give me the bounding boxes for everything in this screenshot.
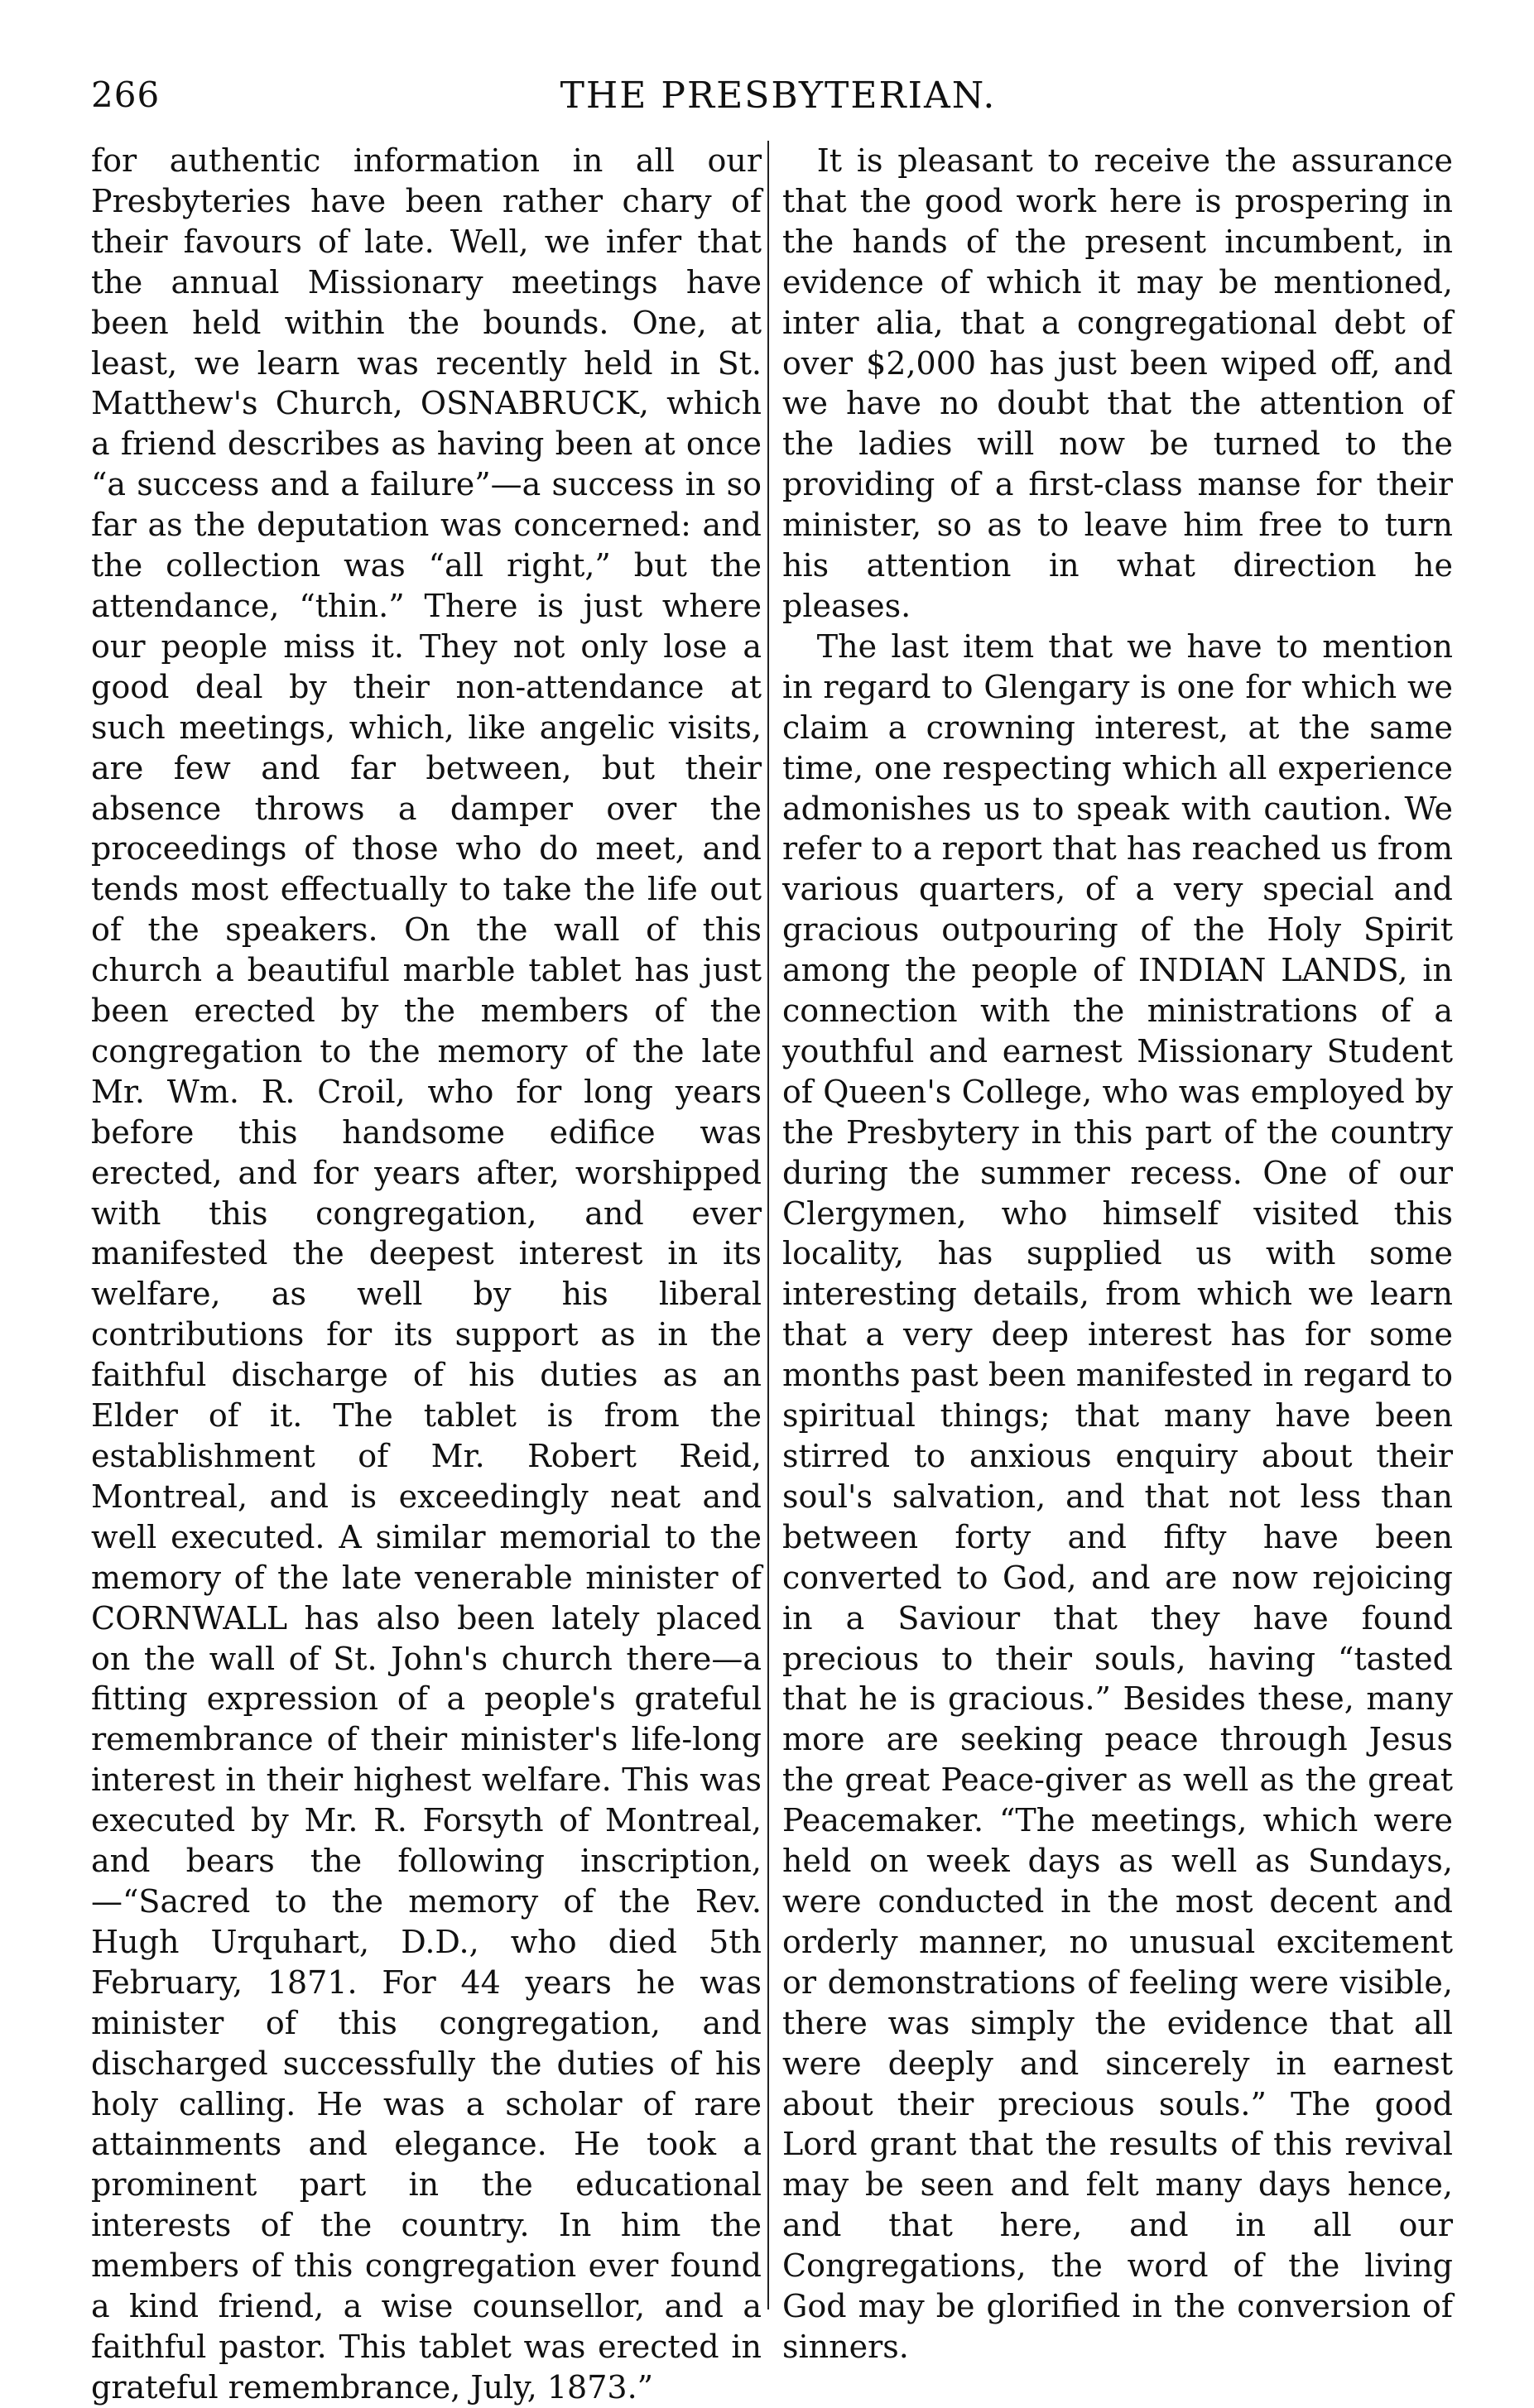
right-column [782,141,1453,2365]
left-column [91,141,762,2406]
running-title: THE PRESBYTERIAN. [560,74,997,117]
column-divider [767,141,769,2309]
right-paragraph-2: The last item that we have to mention in regard to Glengary is one for which we claim a crowning interest, at the same time, one respecting which all experience admonishes us to speak with caution. We refer to a report that has reached us from various quarters, of a very special and gracious outpouring of the Holy Spirit among the people of INDIAN LANDS, in connection with the ministrations of a youthful and earnest Missionary Student of Queen's College, who was employed by the Presbytery in this part of the country during the summer recess. One of our Clergymen, who himself visited this locality, has supplied us with some interesting details, from which we learn that a very deep interest has for some months past been manifested in regard to spiritual things; that many have been stirred to anxious enquiry about their soul's salvation, and that not less than between forty and fifty have been converted to God, and are now rejoicing in a Saviour that they have found precious to their souls, having “tasted that he is gracious.” Besides these, many more are seeking peace through Jesus the great Peace-giver as well as the great Peacemaker. “The meetings, which were held on week days as well as Sundays, were conducted in the most decent and orderly manner, no unusual excitement or demonstrations of feeling were visible, there was simply the evidence that all were deeply and sincerely in earnest about their precious souls.” The good Lord grant that the results of this revival may be seen and felt many days hence, and that here, and in all our Congregations, the word of the living God may be glorified in the conversion of sinners. [782,627,1453,2365]
right-paragraph-1: It is pleasant to receive the assurance that the good work here is prospering in the hands of the present incumbent, in evidence of which it may be mentioned, inter alia, that a congregational debt of over $2,000 has just been wiped off, and we have no doubt that the attention of the ladies will now be turned to the providing of a first-class manse for their minister, so as to leave him free to turn his attention in what direction he pleases. [782,142,1453,624]
page-header [91,74,1465,124]
left-paragraph-1: for authentic information in all our Presbyteries have been rather chary of their favours of late. Well, we infer that the annual Missionary meetings have been held within the bounds. One, at least, we learn was recently held in St. Matthew's Church, OSNABRUCK, which a friend describes as having been at once “a success and a failure”—a success in so far as the deputation was concerned: and the collection was “all right,” but the attendance, “thin.” There is just where our people miss it. They not only lose a good deal by their non-attendance at such meetings, which, like angelic visits, are few and far between, but their absence throws a damper over the proceedings of those who do meet, and tends most effectually to take the life out of the speakers. On the wall of this church a beautiful marble tablet has just been erected by the members of the congregation to the memory of the late Mr. Wm. R. Croil, who for long years before this handsome edifice was erected, and for years after, worshipped with this congregation, and ever manifested the deepest interest in its welfare, as well by his liberal contributions for its support as in the faithful discharge of his duties as an Elder of it. The tablet is from the establishment of Mr. Robert Reid, Montreal, and is exceedingly neat and well executed. A similar memorial to the memory of the late venerable minister of CORNWALL has also been lately placed on the wall of St. John's church there—a fitting expression of a people's grateful remembrance of their minister's life-long interest in their highest welfare. This was executed by Mr. R. Forsyth of Montreal, and bears the following inscription,—“Sacred to the memory of the Rev. Hugh Urquhart, D.D., who died 5th February, 1871. For 44 years he was minister of this congregation, and discharged successfully the duties of his holy calling. He was a scholar of rare attainments and elegance. He took a prominent part in the educational interests of the country. In him the members of this congregation ever found a kind friend, a wise counsellor, and a faithful pastor. This tablet was erected in grateful remembrance, July, 1873.” [91,142,762,2406]
page-number: 266 [91,74,161,115]
